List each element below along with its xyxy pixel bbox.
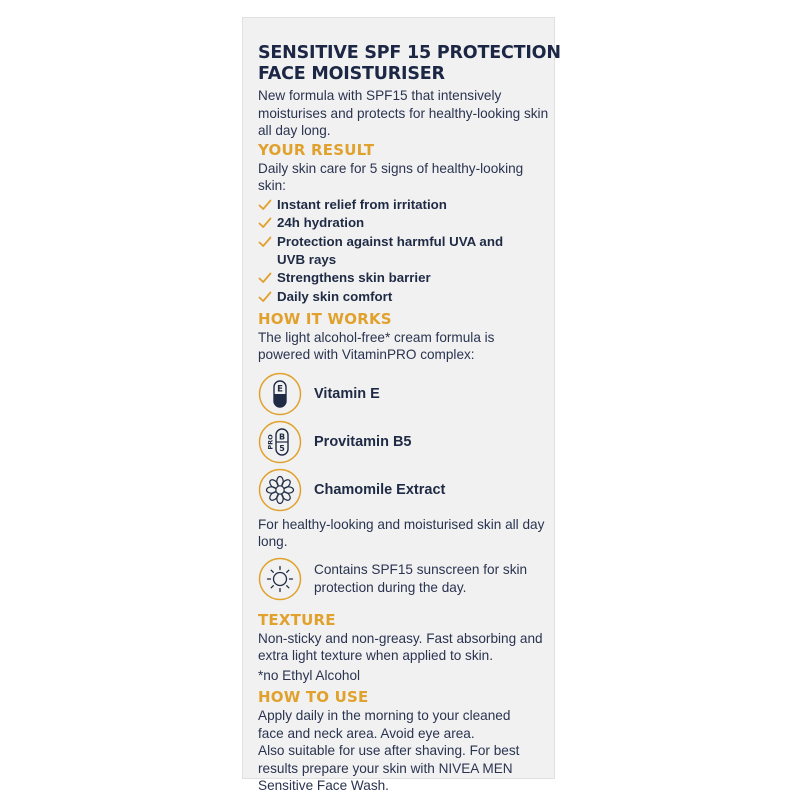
result-item-label: 24h hydration bbox=[277, 215, 365, 231]
checkmark-icon bbox=[258, 216, 272, 230]
texture-text: Non-sticky and non-greasy. Fast absorbing and extra light texture when applied to skin. bbox=[258, 630, 543, 664]
how-to-use-heading: HOW TO USE bbox=[258, 688, 369, 707]
pro-text: PRO bbox=[266, 434, 275, 450]
ingredient-list bbox=[258, 372, 550, 512]
chamomile-flower-icon bbox=[258, 468, 302, 512]
title-line-1: SENSITIVE SPF 15 PROTECTION bbox=[258, 43, 561, 63]
texture-footnote: *no Ethyl Alcohol bbox=[258, 667, 361, 683]
title-line-2: FACE MOISTURISER bbox=[258, 64, 445, 84]
list-item bbox=[258, 288, 550, 306]
result-checklist bbox=[258, 196, 550, 306]
ingredient-provitamin-b5 bbox=[258, 420, 550, 464]
list-item bbox=[258, 214, 550, 232]
result-item-label: Daily skin comfort bbox=[277, 288, 393, 304]
result-item-label: Protection against harmful UVA and UVB rays bbox=[277, 233, 504, 267]
how-it-works-heading: HOW IT WORKS bbox=[258, 309, 392, 328]
your-result-subtitle: Daily skin care for 5 signs of healthy-looking skin: bbox=[258, 160, 524, 193]
list-item bbox=[258, 233, 550, 269]
checkmark-icon bbox=[258, 198, 272, 212]
result-item-label: Strengthens skin barrier bbox=[277, 270, 431, 286]
product-title bbox=[258, 43, 561, 85]
healthy-skin-text: For healthy-looking and moisturised skin all day long. bbox=[258, 516, 545, 550]
ingredient-label: Chamomile Extract bbox=[314, 481, 446, 498]
ingredient-label: Vitamin E bbox=[314, 385, 380, 402]
list-item bbox=[258, 196, 550, 214]
capsule-number-5: 5 bbox=[279, 443, 285, 453]
spf-row bbox=[258, 557, 550, 601]
checkmark-icon bbox=[258, 271, 272, 285]
list-item bbox=[258, 269, 550, 287]
how-to-use-text-2: Also suitable for use after shaving. For best results prepare your skin with NIVEA MEN Sensitive Face Wash. bbox=[258, 743, 520, 794]
capsule-letter: E bbox=[277, 384, 283, 395]
spf-text: Contains SPF15 sunscreen for skin protection during the day. bbox=[314, 562, 528, 595]
how-to-use-text-1: Apply daily in the morning to your cleaned face and neck area. Avoid eye area. bbox=[258, 708, 511, 741]
ingredient-vitamin-e bbox=[258, 372, 550, 416]
ingredient-chamomile bbox=[258, 468, 550, 512]
your-result-heading: YOUR RESULT bbox=[258, 140, 375, 159]
panel-content bbox=[258, 43, 561, 795]
product-info-panel bbox=[242, 17, 561, 794]
texture-heading: TEXTURE bbox=[258, 610, 336, 629]
checkmark-icon bbox=[258, 235, 272, 249]
capsule-letter-b: B bbox=[278, 432, 286, 442]
pro-b5-capsule-icon bbox=[258, 420, 302, 464]
intro-text: New formula with SPF15 that intensively moisturises and protects for healthy-looking skin all day long. bbox=[258, 88, 549, 138]
result-item-label: Instant relief from irritation bbox=[277, 196, 447, 212]
how-it-works-text: The light alcohol-free* cream formula is powered with VitaminPRO complex: bbox=[258, 329, 495, 363]
checkmark-icon bbox=[258, 290, 272, 304]
sun-icon bbox=[258, 557, 302, 601]
ingredient-label: Provitamin B5 bbox=[314, 433, 412, 450]
vitamin-e-capsule-icon bbox=[258, 372, 302, 416]
